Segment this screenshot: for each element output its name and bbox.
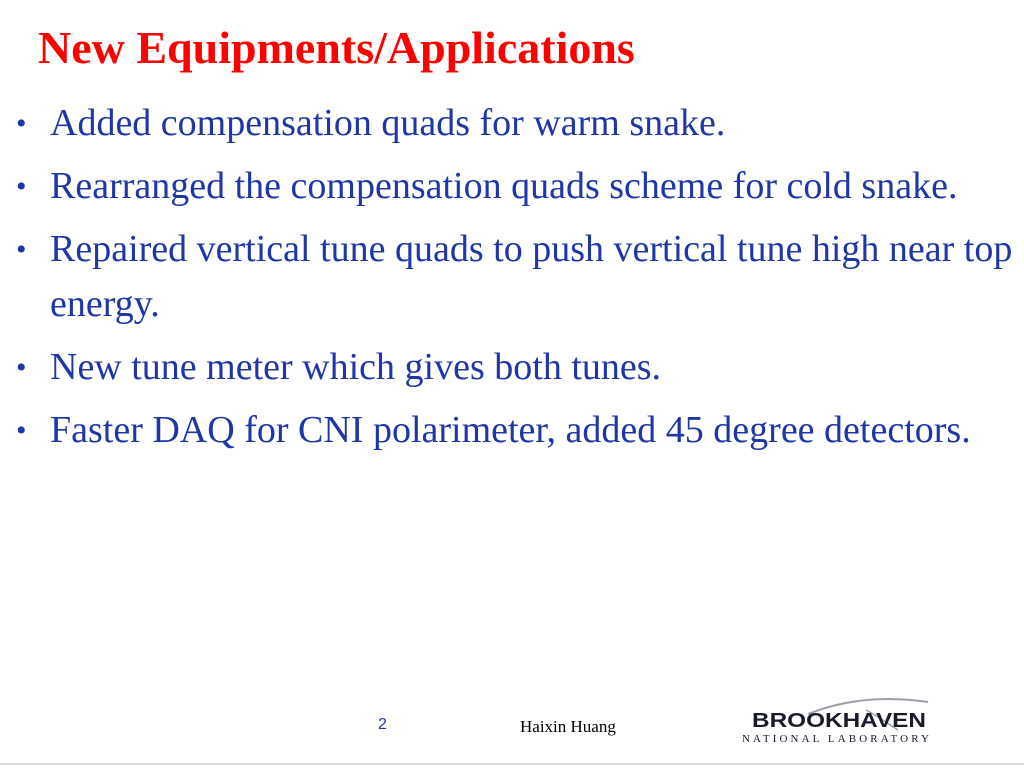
bullet-item <box>14 222 1014 332</box>
bullet-item <box>14 159 1014 214</box>
page-number: 2 <box>378 716 387 733</box>
bullet-dot-icon: • <box>16 414 27 447</box>
bullet-dot-icon: • <box>16 170 27 203</box>
bullet-dot-icon: • <box>16 351 27 384</box>
bullet-dot-icon: • <box>16 107 27 140</box>
bullet-list <box>14 96 1014 466</box>
bullet-item <box>14 340 1014 395</box>
bullet-item <box>14 403 1014 458</box>
bullet-text: Repaired vertical tune quads to push vertical tune high near top energy. <box>50 228 1013 325</box>
bullet-item <box>14 96 1014 151</box>
bullet-dot-icon: • <box>16 233 27 266</box>
bullet-text: New tune meter which gives both tunes. <box>50 346 662 388</box>
bottom-divider <box>0 763 1024 765</box>
slide-title: New Equipments/Applications <box>38 22 635 73</box>
bullet-text: Rearranged the compensation quads scheme for cold snake. <box>50 165 958 207</box>
logo-main-text: BROOKHAVEN <box>752 710 926 732</box>
logo-sub-text: NATIONAL LABORATORY <box>742 733 932 745</box>
bullet-text: Faster DAQ for CNI polarimeter, added 45 degree detectors. <box>50 409 971 451</box>
bullet-text: Added compensation quads for warm snake. <box>50 102 726 144</box>
author-name: Haixin Huang <box>520 717 616 736</box>
brookhaven-logo <box>738 696 938 752</box>
